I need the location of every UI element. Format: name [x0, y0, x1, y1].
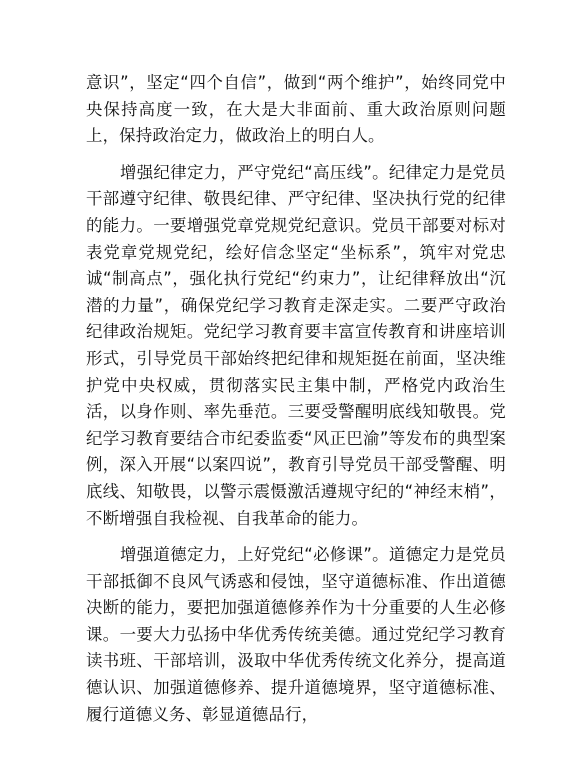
paragraph-discipline: 增强纪律定力，严守党纪“高压线”。纪律定力是党员干部遵守纪律、敬畏纪律、严守纪律、坚决执行党的纪律的能力。一要增强党章党规党纪意识。党员干部要对标对表党章党规党纪，绘好信念坚定“坐标系”，筑牢对党忠诚“制高点”，强化执行党纪“约束力”，让纪律释放出“沉潜的力量”，确保党纪学习教育走深走实。二要严守政治纪律政治规矩。党纪学习教育要丰富宣传教育和讲座培训形式，引导党员干部始终把纪律和规矩挺在前面，坚决维护党中央权威，贯彻落实民主集中制，严格党内政治生活，以身作则、率先垂范。三要受警醒明底线知敬畏。党纪学习教育要结合市纪委监委“风正巴渝”等发布的典型案例，深入开展“以案四说”，教育引导党员干部受警醒、明底线、知敬畏，以警示震慑激活遵规守纪的“神经末梢”，不断增强自我检视、自我革命的能力。	[86, 162, 506, 528]
document-body	[86, 70, 506, 728]
paragraph-morality: 增强道德定力，上好党纪“必修课”。道德定力是党员干部抵御不良风气诱惑和侵蚀，坚守道德标准、作出道德决断的能力，要把加强道德修养作为十分重要的人生必修课。一要大力弘扬中华优秀传统美德。通过党纪学习教育读书班、干部培训，汲取中华优秀传统文化养分，提高道德认识、加强道德修养、提升道德境界，坚守道德标准、履行道德义务、彰显道德品行，	[86, 545, 506, 724]
paragraph-political-continuation: 意识”，坚定“四个自信”，做到“两个维护”，始终同党中央保持高度一致，在大是大非面前、重大政治原则问题上，保持政治定力，做政治上的明白人。	[86, 73, 506, 146]
